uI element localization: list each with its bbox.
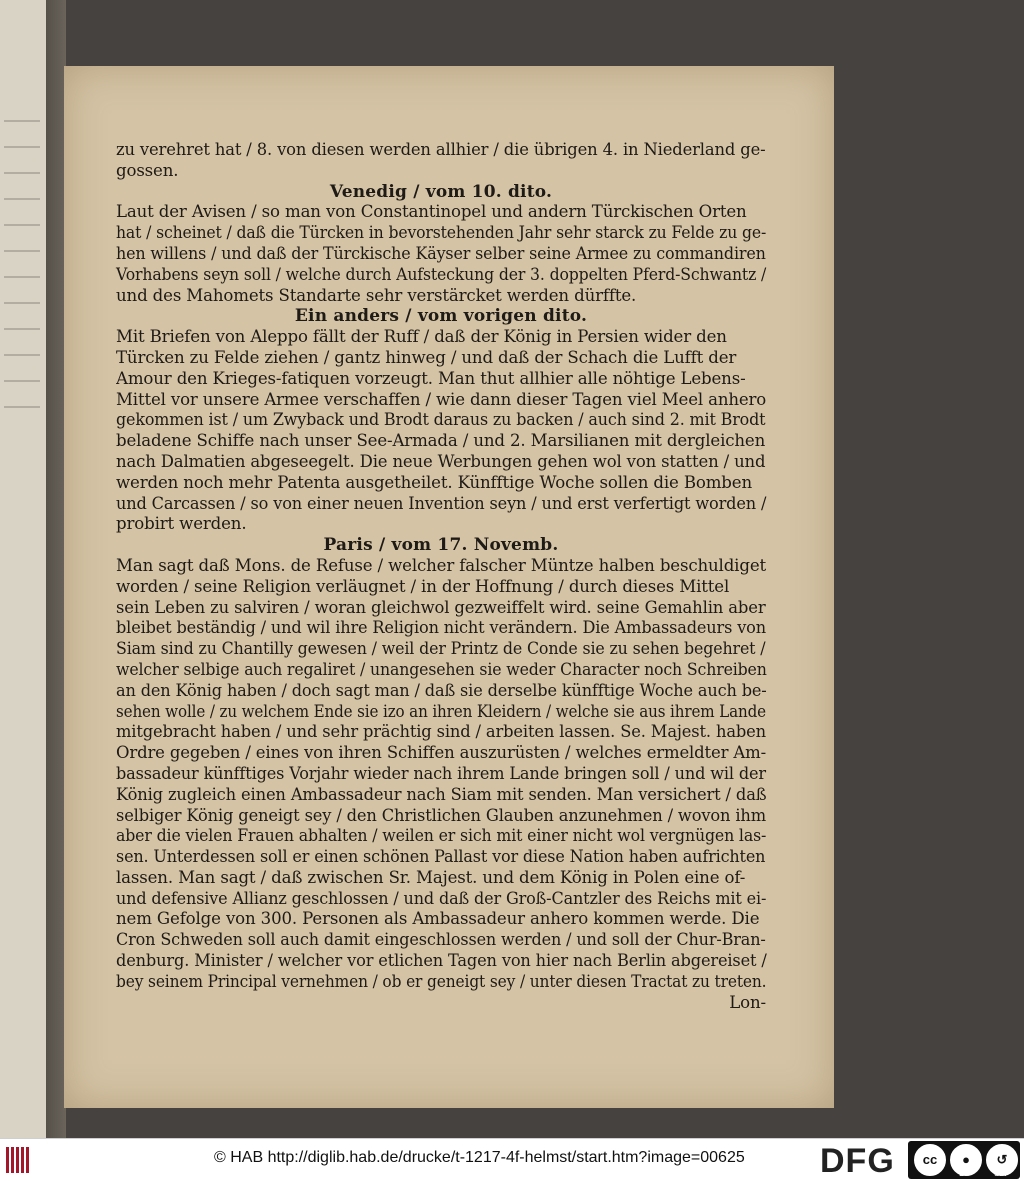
text-line: mitgebracht haben / und sehr prächtig sind / arbeiten lassen. Se. Majest. haben — [116, 722, 767, 742]
text-line: König zugleich einen Ambassadeur nach Siam mit senden. Man versichert / daß — [116, 784, 767, 804]
by-person-icon: ● — [950, 1144, 982, 1176]
text-line: sehen wolle / zu welchem Ende sie izo an ihren Kleidern / welche sie aus ihrem Lande — [116, 701, 766, 721]
catchword: Lon- — [729, 992, 766, 1012]
text-line: Türcken zu Felde ziehen / gantz hinweg / und daß der Schach die Lufft der — [116, 347, 737, 367]
cc-license-badge[interactable] — [908, 1141, 1020, 1179]
text-line: an den König haben / doch sagt man / daß sie derselbe künfftige Woche auch be- — [116, 680, 767, 700]
text-line: lassen. Man sagt / daß zwischen Sr. Majest. und dem König in Polen eine of- — [116, 867, 746, 887]
text-line: hen willens / und daß der Türckische Käyser selber seine Armee zu commandiren — [116, 243, 766, 263]
text-line: denburg. Minister / welcher vor etlichen Tagen von hier nach Berlin abgereiset / — [116, 951, 767, 971]
bleed-through-marks — [4, 120, 40, 420]
credit-link[interactable]: © HAB http://diglib.hab.de/drucke/t-1217-4f-helmst/start.htm?image=00625 — [214, 1149, 745, 1166]
by-label: BY — [959, 1168, 972, 1178]
text-line: nach Dalmatien abgeseegelt. Die neue Werbungen gehen wol von statten / und — [116, 451, 766, 471]
section-heading: Venedig / vom 10. dito. — [329, 181, 553, 202]
sa-label: SA — [994, 1168, 1007, 1178]
hab-logo-icon — [6, 1147, 38, 1173]
text-line: bassadeur künfftiges Vorjahr wieder nach ihrem Lande bringen soll / und wil der — [116, 763, 766, 783]
text-line: welcher selbige auch regaliret / unangesehen sie weder Character noch Schreiben — [116, 659, 767, 679]
document-page — [64, 66, 834, 1108]
dfg-logo: DFG — [820, 1142, 895, 1180]
text-line: aber die vielen Frauen abhalten / weilen er sich mit einer nicht wol vergnügen las- — [116, 826, 767, 846]
sa-share-icon: ↺ — [986, 1144, 1018, 1176]
text-line: gekommen ist / um Zwyback und Brodt daraus zu backen / auch sind 2. mit Brodt — [116, 410, 766, 430]
text-line: Laut der Avisen / so man von Constantinopel und andern Türckischen Orten — [116, 202, 747, 222]
text-line: worden / seine Religion verläugnet / in der Hoffnung / durch dieses Mittel — [116, 576, 730, 596]
binding-gutter — [46, 0, 66, 1138]
text-line: zu verehret hat / 8. von diesen werden allhier / die übrigen 4. in Niederland ge- — [116, 140, 766, 159]
text-line: beladene Schiffe nach unser See-Armada / und 2. Marsilianen mit dergleichen — [116, 431, 766, 451]
text-line: Siam sind zu Chantilly gewesen / weil der Printz de Conde sie zu sehen begehret / — [116, 639, 766, 659]
text-line: Mit Briefen von Aleppo fällt der Ruff / daß der König in Persien wider den — [116, 327, 727, 347]
text-line: werden noch mehr Patenta ausgetheilet. Künfftige Woche sollen die Bomben — [116, 472, 752, 492]
text-line: hat / scheinet / daß die Türcken in bevorstehenden Jahr sehr starck zu Felde zu ge- — [116, 223, 767, 243]
previous-page-edge — [0, 0, 47, 1138]
viewer-footer — [0, 1138, 1024, 1181]
text-line: Amour den Krieges-fatiquen vorzeugt. Man thut allhier alle nöhtige Lebens- — [116, 368, 746, 388]
text-line: nem Gefolge von 300. Personen als Ambassadeur anhero kommen werde. Die — [116, 909, 760, 929]
text-line: selbiger König geneigt sey / den Christlichen Glauben anzunehmen / wovon ihm — [116, 805, 767, 825]
text-line: Ordre gegeben / eines von ihren Schiffen auszurüsten / welches ermeldter Am- — [116, 743, 767, 763]
text-line: bey seinem Principal vernehmen / ob er geneigt sey / unter diesen Tractat zu treten. — [116, 971, 767, 991]
text-line: Mittel vor unsere Armee verschaffen / wie dann dieser Tagen viel Meel anhero — [116, 389, 767, 409]
text-line: Vorhabens seyn soll / welche durch Aufsteckung der 3. doppelten Pferd-Schwantz / — [116, 264, 767, 284]
text-line: und Carcassen / so von einer neuen Invention seyn / und erst verfertigt worden / — [116, 493, 767, 513]
text-line: sen. Unterdessen soll er einen schönen Pallast vor diese Nation haben aufrichten — [116, 847, 766, 867]
text-line: bleibet beständig / und wil ihre Religion nicht verändern. Die Ambassadeurs von — [116, 618, 766, 638]
section-heading: Paris / vom 17. Novemb. — [323, 535, 559, 556]
text-line: Man sagt daß Mons. de Refuse / welcher falscher Müntze halben beschuldiget — [116, 555, 766, 575]
text-line: Cron Schweden soll auch damit eingeschlossen werden / und soll der Chur-Bran- — [116, 930, 766, 950]
text-line: und defensive Allianz geschlossen / und daß der Groß-Cantzler des Reichs mit ei- — [116, 888, 767, 908]
text-line: und des Mahomets Standarte sehr verstärcket werden dürffte. — [116, 285, 637, 305]
text-line: gossen. — [116, 160, 179, 180]
text-line: probirt werden. — [116, 514, 247, 534]
section-heading: Ein anders / vom vorigen dito. — [294, 306, 588, 327]
text-line: sein Leben zu salviren / woran gleichwol gezweiffelt wird. seine Gemahlin aber — [116, 597, 766, 617]
page-text — [116, 140, 766, 1013]
cc-icon: cc — [914, 1144, 946, 1176]
